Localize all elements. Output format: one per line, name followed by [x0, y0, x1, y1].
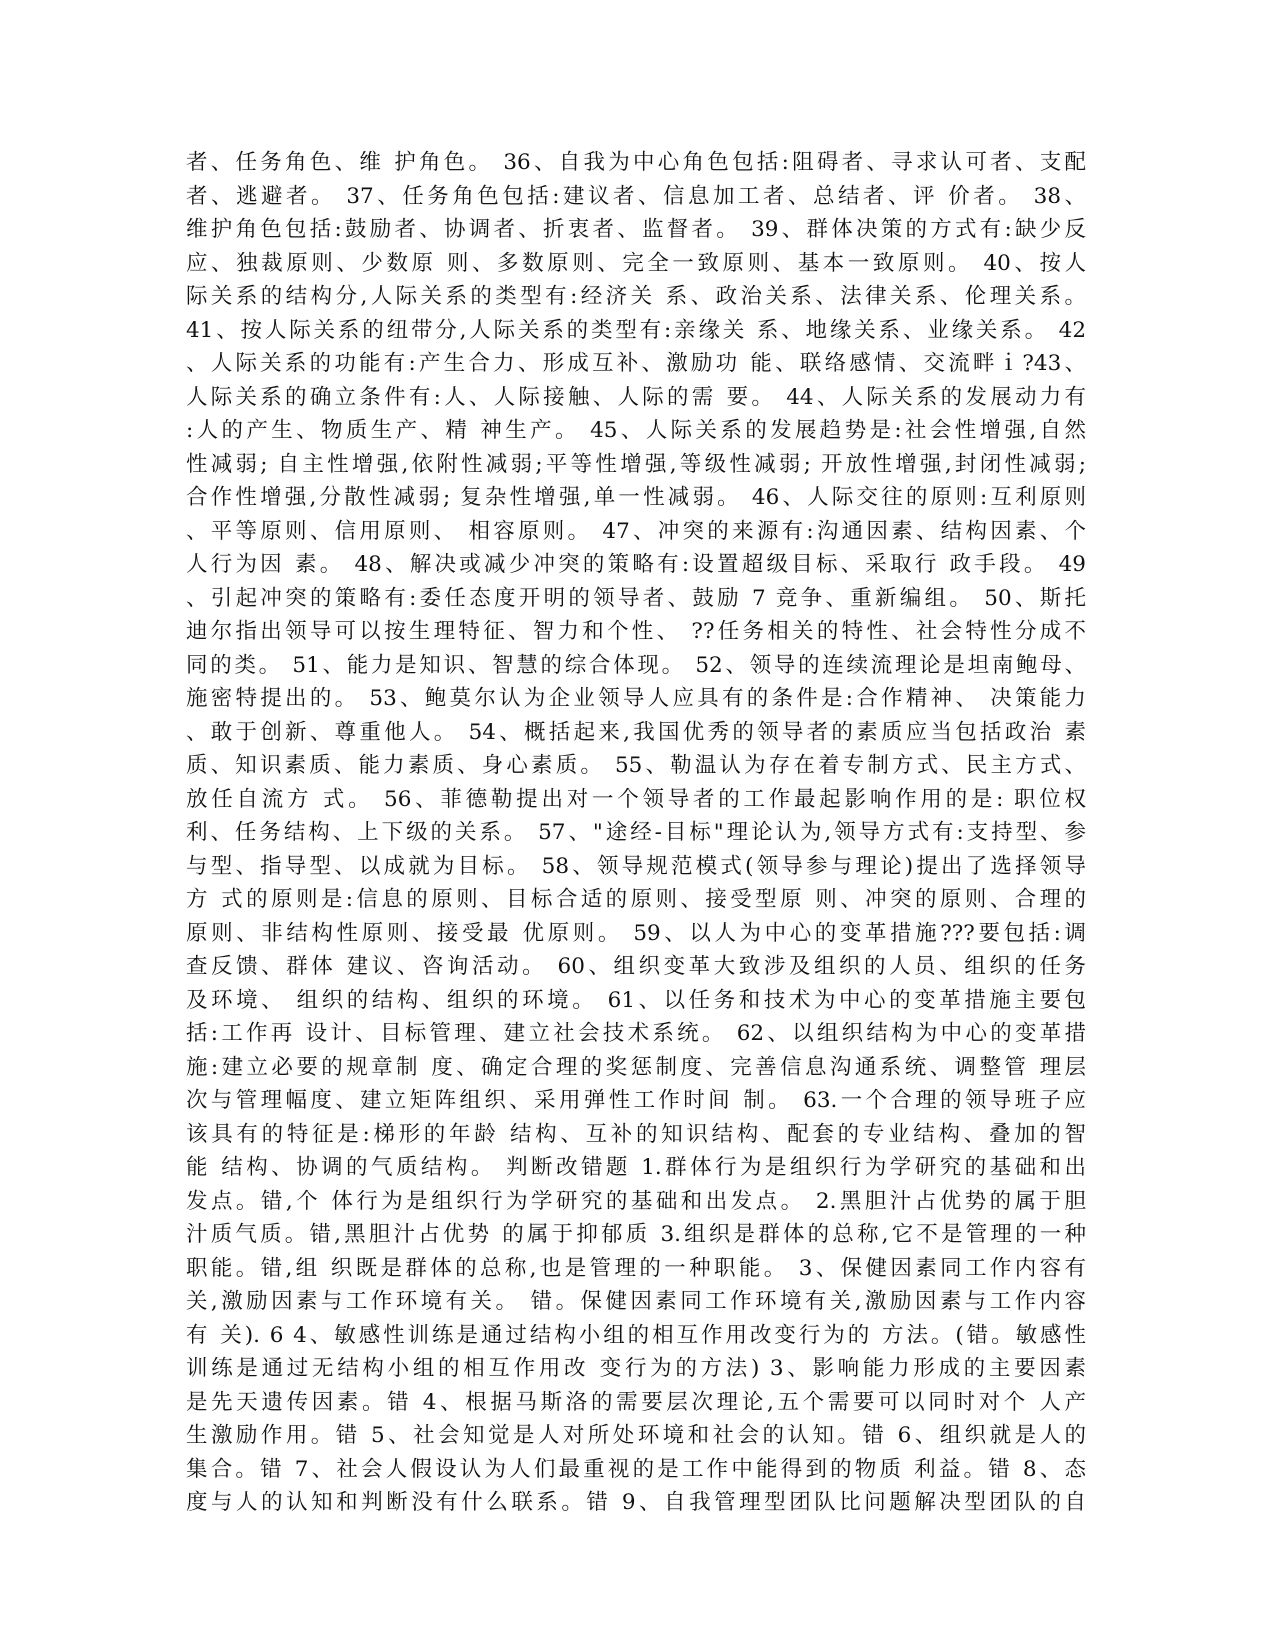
text-line: 维护角色包括:鼓励者、协调者、折衷者、监督者。 39、群体决策的方式有:缺少反: [186, 217, 1086, 242]
text-line: 训练是通过无结构小组的相互作用改 变行为的方法) 3、影响能力形成的主要因素: [186, 1356, 1086, 1381]
text-line: 有 关). 6 4、敏感性训练是通过结构小组的相互作用改变行为的 方法。(错。敏感性: [186, 1322, 1086, 1348]
text-line: 能 结构、协调的气质结构。 判断改错题 1.群体行为是组织行为学研究的基础和出: [186, 1155, 1086, 1180]
text-line: 质、知识素质、能力素质、身心素质。 55、勒温认为存在着专制方式、民主方式、: [186, 753, 1086, 778]
text-line: 、平等原则、信用原则、 相容原则。 47、冲突的来源有:沟通因素、结构因素、个: [186, 518, 1086, 544]
text-line: 方 式的原则是:信息的原则、目标合适的原则、接受型原 则、冲突的原则、合理的: [186, 887, 1086, 912]
text-line: 是先天遗传因素。错 4、根据马斯洛的需要层次理论,五个需要可以同时对个 人产: [186, 1389, 1086, 1415]
text-line: 、人际关系的功能有:产生合力、形成互补、激励功 能、联络感情、交流畔ｉ?43、: [186, 351, 1086, 376]
text-line: 迪尔指出领导可以按生理特征、智力和个性、 ??任务相关的特性、社会特性分成不: [186, 619, 1086, 644]
text-line: 合作性增强,分散性减弱; 复杂性增强,单一性减弱。 46、人际交往的原则:互利原则: [186, 485, 1086, 510]
text-line: 人际关系的确立条件有:人、人际接触、人际的需 要。 44、人际关系的发展动力有: [186, 384, 1086, 410]
text-line: 应、独裁原则、少数原 则、多数原则、完全一致原则、基本一致原则。 40、按人: [186, 250, 1086, 276]
text-line: 查反馈、群体 建议、咨询活动。 60、组织变革大致涉及组织的人员、组织的任务: [186, 954, 1086, 979]
text-line: 次与管理幅度、建立矩阵组织、采用弹性工作时间 制。 63.一个合理的领导班子应: [186, 1088, 1086, 1113]
text-line: 、敢于创新、尊重他人。 54、概括起来,我国优秀的领导者的素质应当包括政治 素: [186, 719, 1086, 745]
text-line: 发点。错,个 体行为是组织行为学研究的基础和出发点。 2.黑胆汁占优势的属于胆: [186, 1188, 1086, 1214]
text-line: 施:建立必要的规章制 度、确定合理的奖惩制度、完善信息沟通系统、调整管 理层: [186, 1054, 1086, 1080]
text-line: 利、任务结构、上下级的关系。 57、"途经-目标"理论认为,领导方式有:支持型、参: [186, 820, 1086, 845]
text-line: 该具有的特征是:梯形的年龄 结构、互补的知识结构、配套的专业结构、叠加的智: [186, 1121, 1086, 1147]
text-line: 者、逃避者。 37、任务角色包括:建议者、信息加工者、总结者、评 价者。 38、: [186, 183, 1086, 209]
text-line: 原则、非结构性原则、接受最 优原则。 59、以人为中心的变革措施???要包括:调: [186, 920, 1086, 946]
text-line: 括:工作再 设计、目标管理、建立社会技术系统。 62、以组织结构为中心的变革措: [186, 1021, 1086, 1046]
text-line: 同的类。 51、能力是知识、智慧的综合体现。 52、领导的连续流理论是坦南鲍母、: [186, 652, 1086, 678]
text-line: 职能。错,组 织既是群体的总称,也是管理的一种职能。 3、保健因素同工作内容有: [186, 1255, 1086, 1281]
text-line: 人行为因 素。 48、解决或减少冲突的策略有:设置超级目标、采取行 政手段。 49: [186, 552, 1086, 577]
text-line: 际关系的结构分,人际关系的类型有:经济关 系、政治关系、法律关系、伦理关系。: [186, 284, 1086, 309]
text-line: 与型、指导型、以成就为目标。 58、领导规范模式(领导参与理论)提出了选择领导: [186, 853, 1086, 879]
text-line: 者、任务角色、维 护角色。 36、自我为中心角色包括:阻碍者、寻求认可者、支配: [186, 150, 1086, 175]
text-line: 放任自流方 式。 56、菲德勒提出对一个领导者的工作最起影响作用的是: 职位权: [186, 786, 1086, 812]
text-line: 41、按人际关系的纽带分,人际关系的类型有:亲缘关 系、地缘关系、业缘关系。 42: [186, 317, 1086, 343]
text-line: 及环境、 组织的结构、组织的环境。 61、以任务和技术为中心的变革措施主要包: [186, 987, 1086, 1013]
text-line: 、引起冲突的策略有:委任态度开明的领导者、鼓励 7 竞争、重新编组。 50、斯托: [186, 585, 1086, 611]
text-line: 汁质气质。错,黑胆汁占优势 的属于抑郁质 3.组织是群体的总称,它不是管理的一种: [186, 1222, 1086, 1247]
text-line: 生激励作用。错 5、社会知觉是人对所处环境和社会的认知。错 6、组织就是人的: [186, 1423, 1086, 1448]
body-text: [186, 146, 1086, 1520]
text-line: 度与人的认知和判断没有什么联系。错 9、自我管理型团队比问题解决型团队的自: [186, 1490, 1086, 1515]
text-line: 施密特提出的。 53、鲍莫尔认为企业领导人应具有的条件是:合作精神、 决策能力: [186, 686, 1086, 711]
text-line: 集合。错 7、社会人假设认为人们最重视的是工作中能得到的物质 利益。错 8、态: [186, 1456, 1086, 1482]
text-line: 性减弱; 自主性增强,依附性减弱;平等性增强,等级性减弱; 开放性增强,封闭性减弱;: [186, 451, 1086, 477]
text-line: :人的产生、物质生产、精 神生产。 45、人际关系的发展趋势是:社会性增强,自然: [186, 418, 1086, 443]
text-line: 关,激励因素与工作环境有关。 错。保健因素同工作环境有关,激励因素与工作内容: [186, 1289, 1086, 1314]
